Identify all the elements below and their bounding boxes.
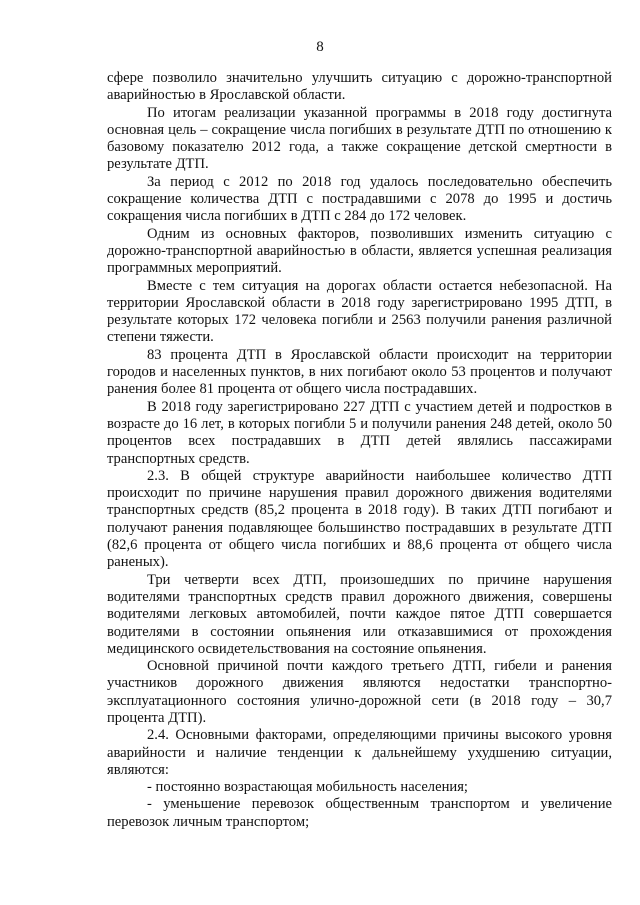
paragraph: 2.4. Основными факторами, определяющими причины высокого уровня аварийности и наличие тенденции к дальнейшему ухудшению ситуации, являются: xyxy=(107,727,612,778)
paragraph: В 2018 году зарегистрировано 227 ДТП с участием детей и подростков в возрасте до 16 лет, в которых погибли 5 и получили ранения 248 детей, около 50 процентов всех пострадавших в ДТП детей являлись пассажирами транспортных средств. xyxy=(107,398,612,467)
list-item: - постоянно возрастающая мобильность населения; xyxy=(147,779,468,796)
paragraph: По итогам реализации указанной программы в 2018 году достигнута основная цель – сокращение числа погибших в результате ДТП по отношению к базовому показателю 2012 года, а также сокращение детской смертности в результате ДТП. xyxy=(107,104,612,173)
document-body xyxy=(107,70,612,831)
paragraph: Вместе с тем ситуация на дорогах области остается небезопасной. На территории Ярославской области в 2018 году зарегистрировано 1995 ДТП, в результате которых 172 человека погибли и 2563 получили ранения различной степени тяжести. xyxy=(107,277,612,346)
paragraph: Одним из основных факторов, позволивших изменить ситуацию с дорожно-транспортной аварийностью в области, является успешная реализация программных мероприятий. xyxy=(107,225,612,277)
paragraph: 83 процента ДТП в Ярославской области происходит на территории городов и населенных пунктов, в них погибают около 53 процентов и получают ранения более 81 процента от общего числа пострадавших. xyxy=(107,346,612,398)
paragraph: 2.3. В общей структуре аварийности наибольшее количество ДТП происходит по причине нарушения правил дорожного движения водителями транспортных средств (85,2 процента в 2018 году). В таких ДТП погибают и получают ранения подавляющее большинство пострадавших в результате ДТП (82,6 процента от общего числа погибших и 88,6 процента от общего числа раненых). xyxy=(107,467,612,571)
paragraph: Три четверти всех ДТП, произошедших по причине нарушения водителями транспортных средств правил дорожного движения, совершены водителями легковых автомобилей, почти каждое пятое ДТП совершается водителями в состоянии опьянения или отказавшимися от прохождения медицинского освидетельствования на состояние опьянения. xyxy=(107,571,612,657)
page-number: 8 xyxy=(316,39,324,55)
paragraph: сфере позволило значительно улучшить ситуацию с дорожно-транспортной аварийностью в Ярославской области. xyxy=(107,70,612,104)
paragraph: За период с 2012 по 2018 год удалось последовательно обеспечить сокращение количества ДТП с пострадавшими с 2078 до 1995 и достичь сокращения числа погибших в ДТП с 284 до 172 человек. xyxy=(107,173,612,225)
list-item: - уменьшение перевозок общественным транспортом и увеличение перевозок личным транспортом; xyxy=(107,796,612,830)
paragraph: Основной причиной почти каждого третьего ДТП, гибели и ранения участников дорожного движения являются недостатки транспортно-эксплуатационного состояния улично-дорожной сети (в 2018 году – 30,7 процента ДТП). xyxy=(107,658,612,726)
